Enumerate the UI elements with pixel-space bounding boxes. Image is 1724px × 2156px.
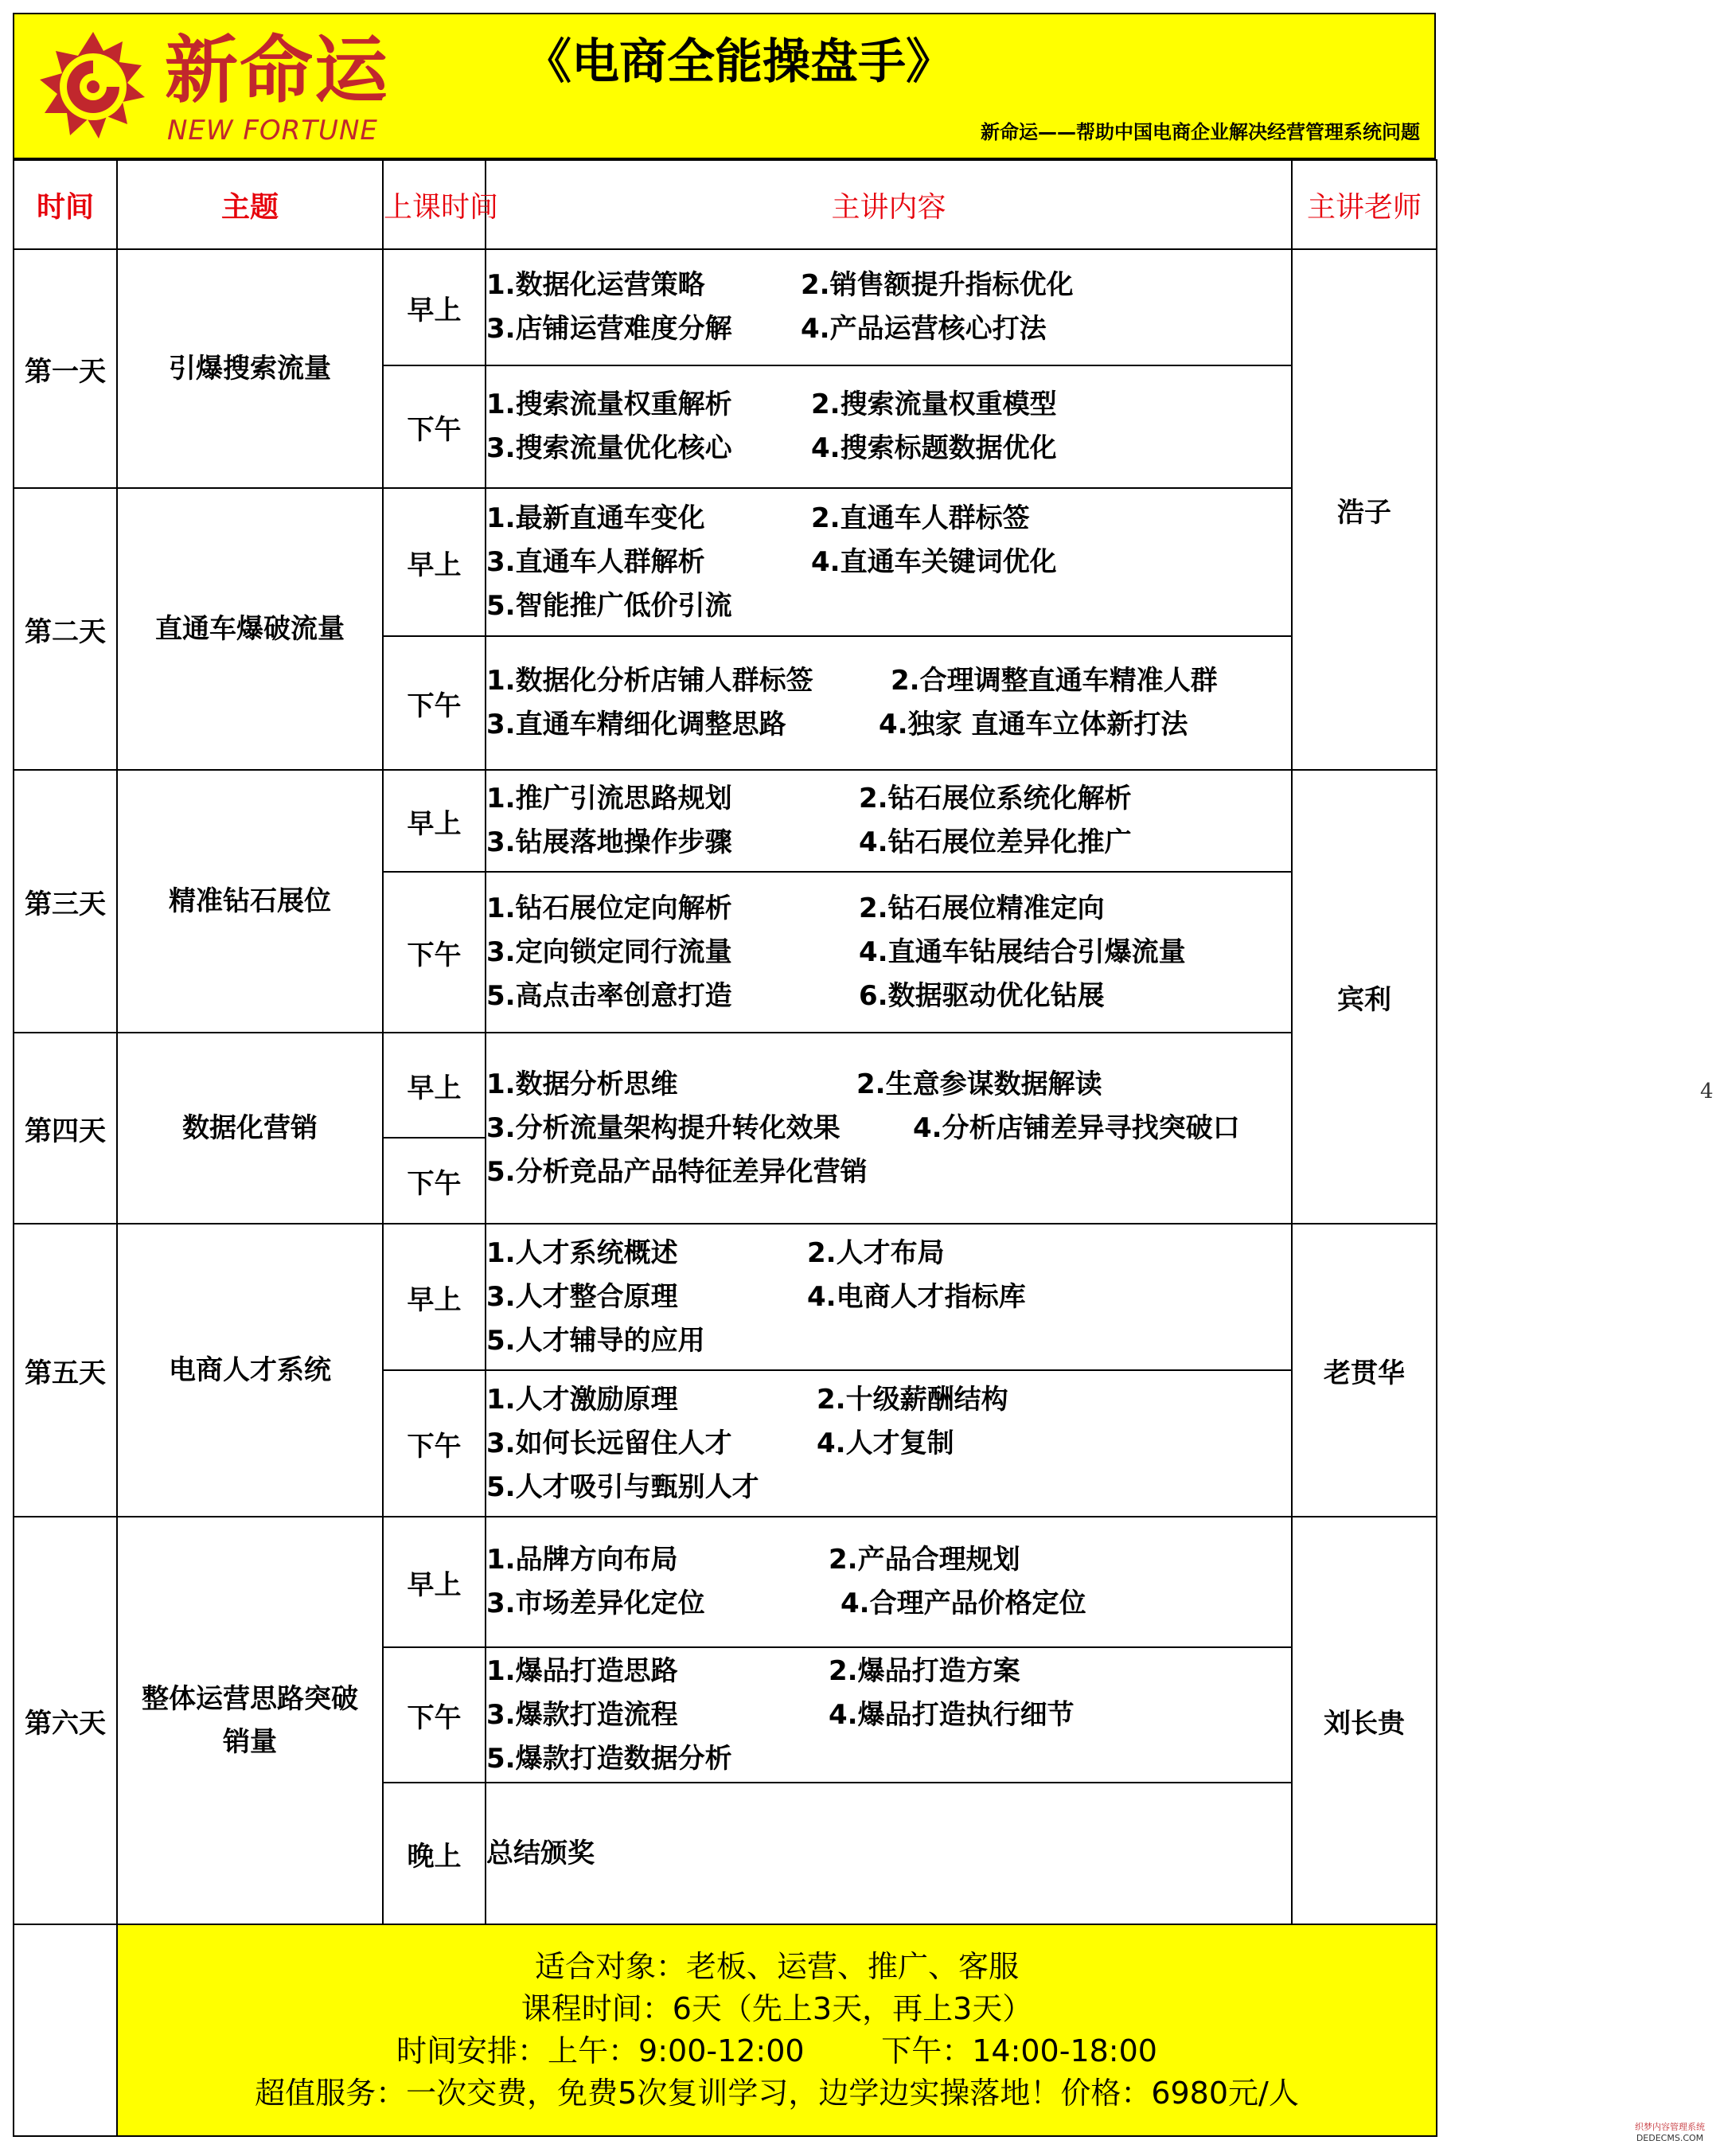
topic-cell [117,1517,383,1924]
logo-emblem-icon [33,27,153,146]
slot-cell: 下午 [383,1370,486,1517]
content-item: 4.直通车关键词优化 [811,545,1057,578]
content-cell [486,1517,1292,1647]
content-item: 1.搜索流量权重解析 [486,389,732,420]
page-title: 《电商全能操盘手》 [524,34,954,90]
page-number: 4 [1700,1080,1714,1103]
teacher-cell: 刘长贵 [1292,1517,1437,1924]
content-cell [486,1783,1292,1924]
logo-chinese-text: 新命运 [165,28,390,113]
content-item: 3.人才整合原理 [486,1280,678,1313]
content-item: 3.爆款打造流程 [486,1698,678,1731]
header-banner [13,13,1436,159]
day-cell: 第一天 [14,249,117,488]
content-item: 2.合理调整直通车精准人群 [891,665,1218,697]
content-item: 4.钻石展位差异化推广 [859,826,1132,858]
day-cell: 第五天 [14,1224,117,1517]
table-row [14,1224,1437,1370]
watermark-line: DEDECMS.COM [1636,2133,1704,2143]
content-item: 总结颁奖 [486,1837,595,1869]
footer-row [14,1924,1437,2136]
slot-cell: 早上 [383,488,486,636]
info-service-price: 超值服务：一次交费，免费5次复训学习，边学边实操落地！价格：6980元/人 [255,2076,1299,2111]
content-item: 1.推广引流思路规划 [486,783,732,814]
col-header-content: 主讲内容 [486,160,1292,249]
col-header-slot [383,160,499,249]
slot-cell: 早上 [383,1033,486,1138]
content-item: 3.市场差异化定位 [486,1588,705,1619]
day-cell: 第四天 [14,1033,117,1224]
content-item: 2.销售额提升指标优化 [801,269,1074,301]
content-item: 4.分析店铺差异寻找突破口 [913,1111,1240,1144]
content-item: 2.生意参谋数据解读 [856,1068,1102,1100]
content-item: 5.人才辅导的应用 [486,1324,705,1357]
content-item: 1.数据化分析店铺人群标签 [486,665,813,697]
content-item: 2.爆品打造方案 [829,1654,1020,1687]
content-item: 1.最新直通车变化 [486,502,705,534]
slot-cell: 下午 [383,1647,486,1783]
slot-cell: 下午 [383,636,486,770]
content-item: 5.人才吸引与甄别人才 [486,1471,759,1503]
col-header-topic: 主题 [117,160,383,249]
content-item: 3.如何长远留住人才 [486,1427,732,1459]
content-item: 3.直通车精细化调整思路 [486,709,786,740]
course-schedule-document [13,13,1439,2143]
table-row [14,770,1437,872]
footer-blank-cell [14,1924,117,2136]
content-item: 5.智能推广低价引流 [486,589,732,622]
content-item: 4.独家 直通车立体新打法 [879,709,1188,740]
content-item: 2.产品合理规划 [829,1544,1020,1576]
content-item: 3.定向锁定同行流量 [486,935,732,968]
day-cell: 第三天 [14,770,117,1033]
content-item: 2.搜索流量权重模型 [811,389,1057,420]
watermark-line: 织梦内容管理系统 [1635,2122,1705,2132]
content-cell [486,872,1292,1033]
content-item: 4.直通车钻展结合引爆流量 [859,935,1186,968]
page-subtitle: 新命运——帮助中国电商企业解决经营管理系统问题 [981,121,1420,143]
content-cell [486,365,1292,488]
content-item: 2.十级薪酬结构 [817,1383,1008,1416]
slot-cell: 晚上 [383,1783,486,1924]
table-row [14,249,1437,365]
slot-cell: 早上 [383,1517,486,1647]
slot-cell: 下午 [383,365,486,488]
content-cell [486,249,1292,365]
content-item: 1.人才激励原理 [486,1383,678,1416]
topic-cell: 精准钻石展位 [117,770,383,1033]
col-header-time: 时间 [14,160,117,249]
content-item: 2.钻石展位精准定向 [859,892,1105,924]
table-header-row [14,160,1437,249]
content-cell [486,1224,1292,1370]
logo-english-text: NEW FORTUNE [167,115,378,146]
content-item: 4.电商人才指标库 [807,1280,1026,1313]
content-item: 2.直通车人群标签 [811,502,1030,534]
content-cell [486,1033,1292,1224]
topic-cell: 电商人才系统 [117,1224,383,1517]
content-item: 2.钻石展位系统化解析 [859,783,1132,814]
course-info-box [117,1924,1437,2136]
info-schedule: 时间安排：上午：9:00-12:00 下午：14:00-18:00 [396,2033,1157,2068]
content-item: 1.数据分析思维 [486,1068,678,1100]
topic-line: 整体运营思路突破 [142,1683,358,1715]
slot-cell: 下午 [383,872,486,1033]
slot-cell: 下午 [383,1138,486,1224]
content-item: 6.数据驱动优化钻展 [859,979,1105,1012]
content-item: 1.钻石展位定向解析 [486,892,732,924]
content-item: 1.品牌方向布局 [486,1544,678,1576]
content-item: 3.搜索流量优化核心 [486,432,732,464]
slot-cell: 早上 [383,249,486,365]
content-item: 4.合理产品价格定位 [841,1588,1086,1619]
col-header-teacher: 主讲老师 [1292,160,1437,249]
content-item: 4.搜索标题数据优化 [811,432,1057,464]
content-item: 3.分析流量架构提升转化效果 [486,1111,841,1144]
content-item: 3.直通车人群解析 [486,545,705,578]
slot-cell: 早上 [383,770,486,872]
topic-line: 销量 [223,1726,277,1758]
content-item: 1.人才系统概述 [486,1236,678,1269]
day-cell: 第六天 [14,1517,117,1924]
content-cell [486,1370,1292,1517]
content-item: 3.店铺运营难度分解 [486,313,732,345]
info-audience: 适合对象：老板、运营、推广、客服 [534,1949,1019,1984]
content-item: 1.爆品打造思路 [486,1654,678,1687]
content-item: 4.人才复制 [817,1427,954,1459]
topic-cell: 直通车爆破流量 [117,488,383,770]
topic-cell: 引爆搜索流量 [117,249,383,488]
content-item: 4.爆品打造执行细节 [829,1698,1075,1731]
content-item: 2.人才布局 [807,1236,945,1269]
content-item: 5.高点击率创意打造 [486,979,732,1012]
content-cell [486,488,1292,636]
content-item: 5.爆款打造数据分析 [486,1742,732,1775]
teacher-cell: 浩子 [1292,249,1437,770]
slot-cell: 早上 [383,1224,486,1370]
content-item: 5.分析竞品产品特征差异化营销 [486,1155,868,1188]
col-header-slot-text: 上课时间 [384,190,499,224]
table-row [14,1517,1437,1647]
teacher-cell: 宾利 [1292,770,1437,1224]
info-duration: 课程时间：6天（先上3天，再上3天） [521,1991,1033,2026]
content-cell [486,770,1292,872]
content-item: 3.钻展落地操作步骤 [486,826,732,858]
teacher-cell: 老贯华 [1292,1224,1437,1517]
brand-logo [33,24,408,151]
schedule-table [13,159,1437,2137]
day-cell: 第二天 [14,488,117,770]
content-cell [486,636,1292,770]
content-item: 4.产品运营核心打法 [801,313,1047,345]
content-cell [486,1647,1292,1783]
topic-cell: 数据化营销 [117,1033,383,1224]
watermark [1635,2122,1705,2144]
table-row [14,488,1437,636]
table-row [14,1033,1437,1138]
content-item: 1.数据化运营策略 [486,269,705,301]
